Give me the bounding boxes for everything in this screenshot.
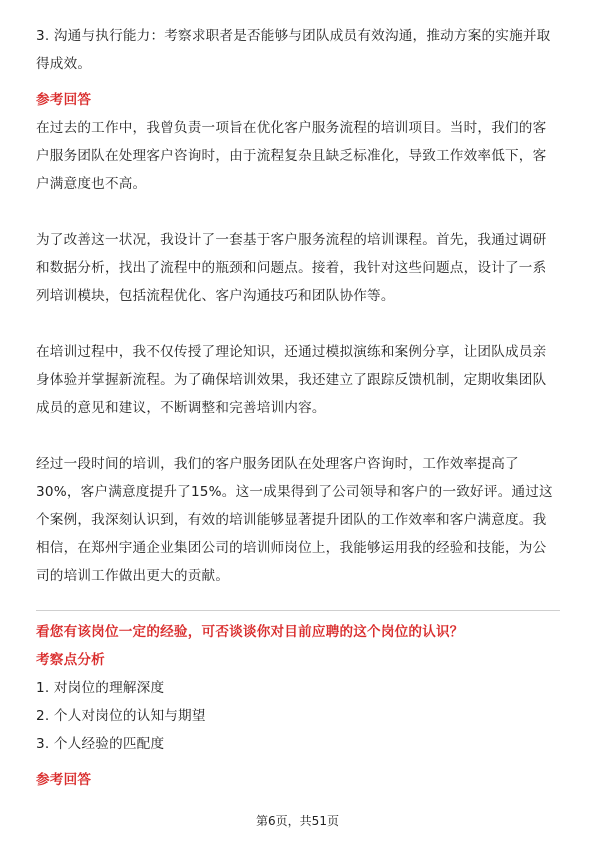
question-heading: 看您有该岗位一定的经验，可否谈谈你对目前应聘的这个岗位的认识？: [36, 624, 464, 640]
answer-heading: 参考回答: [36, 772, 92, 788]
answer-paragraph: 经过一段时间的培训，我们的客户服务团队在处理客户咨询时，工作效率提高了30%，客户满意度提升了15%。这一成果得到了公司领导和客户的一致好评。通过这个案例，我深刻认识到，有效的培训能够显著提升团队的工作效率和客户满意度。我相信，在郑州宇通企业集团公司的培训师岗位上，我能够运用我的经验和技能，为公司的培训工作做出更大的贡献。: [36, 456, 553, 584]
section-divider: [36, 610, 560, 611]
answer-paragraph: 为了改善这一状况，我设计了一套基于客户服务流程的培训课程。首先，我通过调研和数据分析，找出了流程中的瓶颈和问题点。接着，我针对这些问题点，设计了一系列培训模块，包括流程优化、客户沟通技巧和团队协作等。: [36, 232, 547, 304]
analysis-point: 3. 个人经验的匹配度: [36, 736, 165, 752]
analysis-heading: 考察点分析: [36, 652, 105, 668]
answer-paragraph: 在过去的工作中，我曾负责一项旨在优化客户服务流程的培训项目。当时，我们的客户服务团队在处理客户咨询时，由于流程复杂且缺乏标准化，导致工作效率低下，客户满意度也不高。: [36, 120, 547, 192]
criterion-item: 3. 沟通与执行能力：考察求职者是否能够与团队成员有效沟通，推动方案的实施并取得成效。: [36, 28, 551, 72]
analysis-point: 2. 个人对岗位的认知与期望: [36, 708, 206, 724]
answer-heading: 参考回答: [36, 92, 92, 108]
analysis-point: 1. 对岗位的理解深度: [36, 680, 165, 696]
answer-paragraph: 在培训过程中，我不仅传授了理论知识，还通过模拟演练和案例分享，让团队成员亲身体验并掌握新流程。为了确保培训效果，我还建立了跟踪反馈机制，定期收集团队成员的意见和建议，不断调整和完善培训内容。: [36, 344, 547, 416]
page-number: 第6页，共51页: [256, 814, 339, 828]
